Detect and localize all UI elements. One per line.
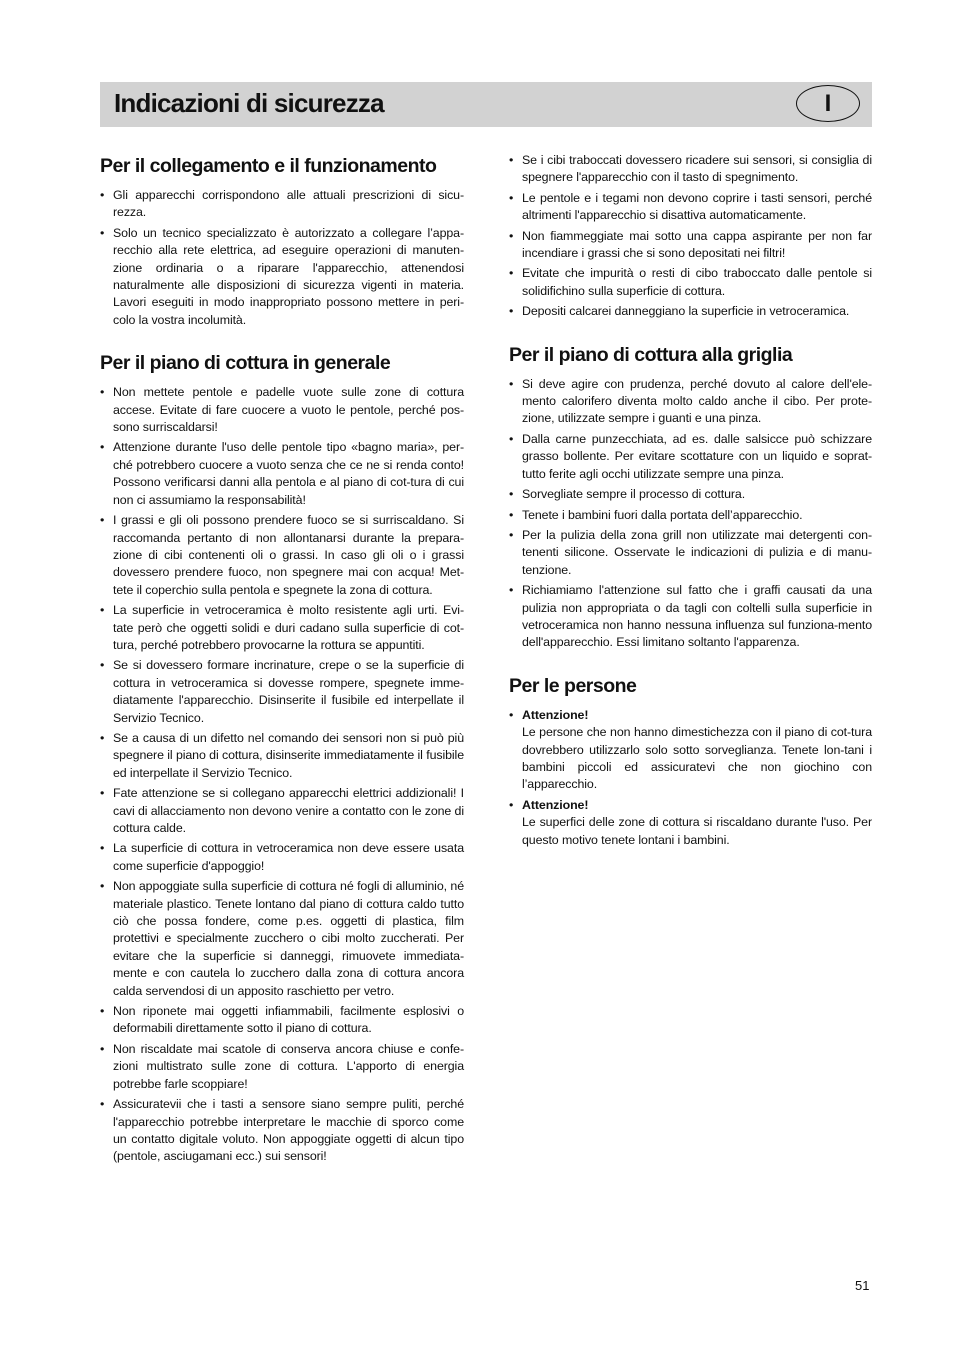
list-item: • Non fiammeggiate mai sotto una cappa aspirante per non far incendiare i grassi che si sono depositati nei filtri! bbox=[509, 228, 872, 263]
list-item: • Depositi calcarei danneggiano la superficie in vetroceramica. bbox=[509, 303, 872, 320]
list-item: • Dalla carne punzecchiata, ad es. dalle salsicce può schizzare grasso bollente. Per evitare scottature con un liquido e soprat-tutto ferite agli occhi utilizzate sempre una pinza. bbox=[509, 431, 872, 483]
bullet-list bbox=[100, 384, 464, 1165]
warning-list bbox=[509, 707, 872, 849]
list-item: • Sorvegliate sempre il processo di cottura. bbox=[509, 486, 872, 503]
section-piano-generale bbox=[100, 349, 464, 1165]
section-title: Per il collegamento e il funzionamento bbox=[100, 155, 437, 177]
list-item: • Non appoggiate sulla superficie di cottura né fogli di alluminio, né materiale plastico. Tenete lontano dal piano di cottura caldo tutto ciò che possa fondere, come p.es. oggetti di plastica, film protettivi e specialmente zucchero o cibi molto zuccherati. Per evitare che la superficie si danneggi, rimuovete immediata-mente e con cautela lo zucchero dalla zona di cottura ancora calda servendosi di un apposito raschietto per vetro. bbox=[100, 878, 464, 1000]
list-item: • Se i cibi traboccati dovessero ricadere sui sensori, si consiglia di spegnere l'apparecchio con il tasto di spegnimento. bbox=[509, 152, 872, 187]
language-badge: I bbox=[796, 85, 860, 122]
list-item: • Gli apparecchi corrispondono alle attuali prescrizioni di sicu-rezza. bbox=[100, 187, 464, 222]
list-item: • Evitate che impurità o resti di cibo traboccato dalle pentole si solidifichino sulla superficie di cottura. bbox=[509, 265, 872, 300]
warning-text: Le superfici delle zone di cottura si riscaldano durante l'uso. Per questo motivo tenete lontani i bambini. bbox=[522, 815, 872, 847]
warning-item bbox=[509, 707, 872, 794]
list-item: • Se si dovessero formare incrinature, crepe o se la superficie di cottura in vetroceramica si dovesse rompere, spegnete imme-diatamente l'apparecchio. Disinserite il fusibile ed interpellate il Servizio Tecnico. bbox=[100, 657, 464, 727]
section-persone bbox=[509, 672, 872, 849]
page-title: Indicazioni di sicurezza bbox=[114, 88, 384, 118]
list-item: • Assicuratevii che i tasti a sensore siano sempre puliti, perché l'apparecchio potrebbe interpretare le macchie di sporco come un contatto digitale voluto. Non appoggiate oggetti di alcun tipo (pentole, asciugamani ecc.) sui sensori! bbox=[100, 1096, 464, 1166]
section-griglia bbox=[509, 341, 872, 652]
bullet-list bbox=[509, 376, 872, 652]
list-item: • Tenete i bambini fuori dalla portata dell’apparecchio. bbox=[509, 507, 872, 524]
section-title: Per il piano di cottura in generale bbox=[100, 352, 391, 375]
header-bar bbox=[100, 82, 872, 127]
list-item: • La superficie in vetroceramica è molto resistente agli urti. Evi-tate però che oggetti solidi e duri cadano sulla superficie di cot-tura, perché potrebbero provocarne la rottura se appuntiti. bbox=[100, 602, 464, 654]
section-title: Per il piano di cottura alla griglia bbox=[509, 343, 793, 366]
list-item: • Richiamiamo l'attenzione sul fatto che i graffi causati da una pulizia non appropriata o da tagli con coltelli sulla superficie in vetroceramica non hanno nessuna influenza sul funziona-mento dell'apparecchio. Essi limitano soltanto l'apparenza. bbox=[509, 582, 872, 652]
section-title: Per le persone bbox=[509, 674, 637, 697]
section-continued bbox=[509, 152, 872, 321]
warning-text: Le persone che non hanno dimestichezza con il piano di cot-tura dovrebbero utilizzarlo solo sotto sorveglianza. Tenete lon-tani i bambini piccoli ed assicuratevi che non giochino con l’apparecchio. bbox=[522, 725, 872, 792]
list-item: • Per la pulizia della zona grill non utilizzate mai detergenti con-tenenti silicone. Osservate le indicazioni di pulizia e di manu-tenzione. bbox=[509, 527, 872, 579]
list-item: • Fate attenzione se si collegano apparecchi elettrici addizionali! I cavi di allacciamento non devono venire a contatto con le zone di cottura calde. bbox=[100, 785, 464, 837]
right-column bbox=[509, 152, 872, 869]
list-item: • Attenzione durante l'uso delle pentole tipo «bagno maria», per-ché potrebbero cuocere a vuoto senza che ce ne si renda conto! Possono verificarsi danni alla pentola e al piano di cot-tura di cui non ci assumiamo la responsabilità! bbox=[100, 439, 464, 509]
warning-item bbox=[509, 797, 872, 849]
list-item: • Si deve agire con prudenza, perché dovuto al calore dell'ele-mento calorifero diventa molto caldo anche il cibo. Per prote-zione, utilizzate sempre i guanti e una pinza. bbox=[509, 376, 872, 428]
list-item: • Se a causa di un difetto nel comando dei sensori non si può più spegnere il piano di cottura, disinserite immediatamente il fusibile ed interpellate il Servizio Tecnico. bbox=[100, 730, 464, 782]
list-item: • Non riponete mai oggetti infiammabili, facilmente esplosivi o deformabili direttamente sotto il piano di cottura. bbox=[100, 1003, 464, 1038]
list-item: • Solo un tecnico specializzato è autorizzato a collegare l’appa-recchio alla rete elettrica, ad eseguire operazioni di manuten-zione ordinaria o a riparare l'apparecchio, attenendosi naturalmente alle disposizioni di sicurezza vigenti in materia. Lavori eseguiti in modo inappropriato possono mettere in peri-colo la vostra incolumità. bbox=[100, 225, 464, 329]
page-number: 51 bbox=[855, 1278, 870, 1293]
section-collegamento bbox=[100, 152, 464, 329]
list-item: • Non riscaldate mai scatole di conserva ancora chiuse e confe-zioni multistrato sulle zone di cottura. L'apporto di energia potrebbe farle scoppiare! bbox=[100, 1041, 464, 1093]
list-item: • Non mettete pentole e padelle vuote sulle zone di cottura accese. Evitate di fare cuocere a vuoto le pentole, perché pos-sono surriscaldarsi! bbox=[100, 384, 464, 436]
warning-label: • Attenzione! bbox=[522, 797, 589, 812]
list-item: • La superficie di cottura in vetroceramica non deve essere usata come superficie d'appoggio! bbox=[100, 840, 464, 875]
bullet-list bbox=[509, 152, 872, 321]
bullet-list bbox=[100, 187, 464, 329]
list-item: • Le pentole e i tegami non devono coprire i tasti sensori, perché altrimenti l'apparecchio si disattiva automaticamente. bbox=[509, 190, 872, 225]
warning-label: • Attenzione! bbox=[522, 707, 589, 722]
list-item: • I grassi e gli oli possono prendere fuoco se si surriscaldano. Si raccomanda pertanto di non allontanarsi durante la prepara-zione di cibi contenenti oli o grassi. In caso gli oli o i grassi dovessero prendere fuoco, non spegnere mai con acqua! Met-tete il coperchio sulla pentola e spegnete la zona di cottura. bbox=[100, 512, 464, 599]
left-column bbox=[100, 152, 464, 1186]
